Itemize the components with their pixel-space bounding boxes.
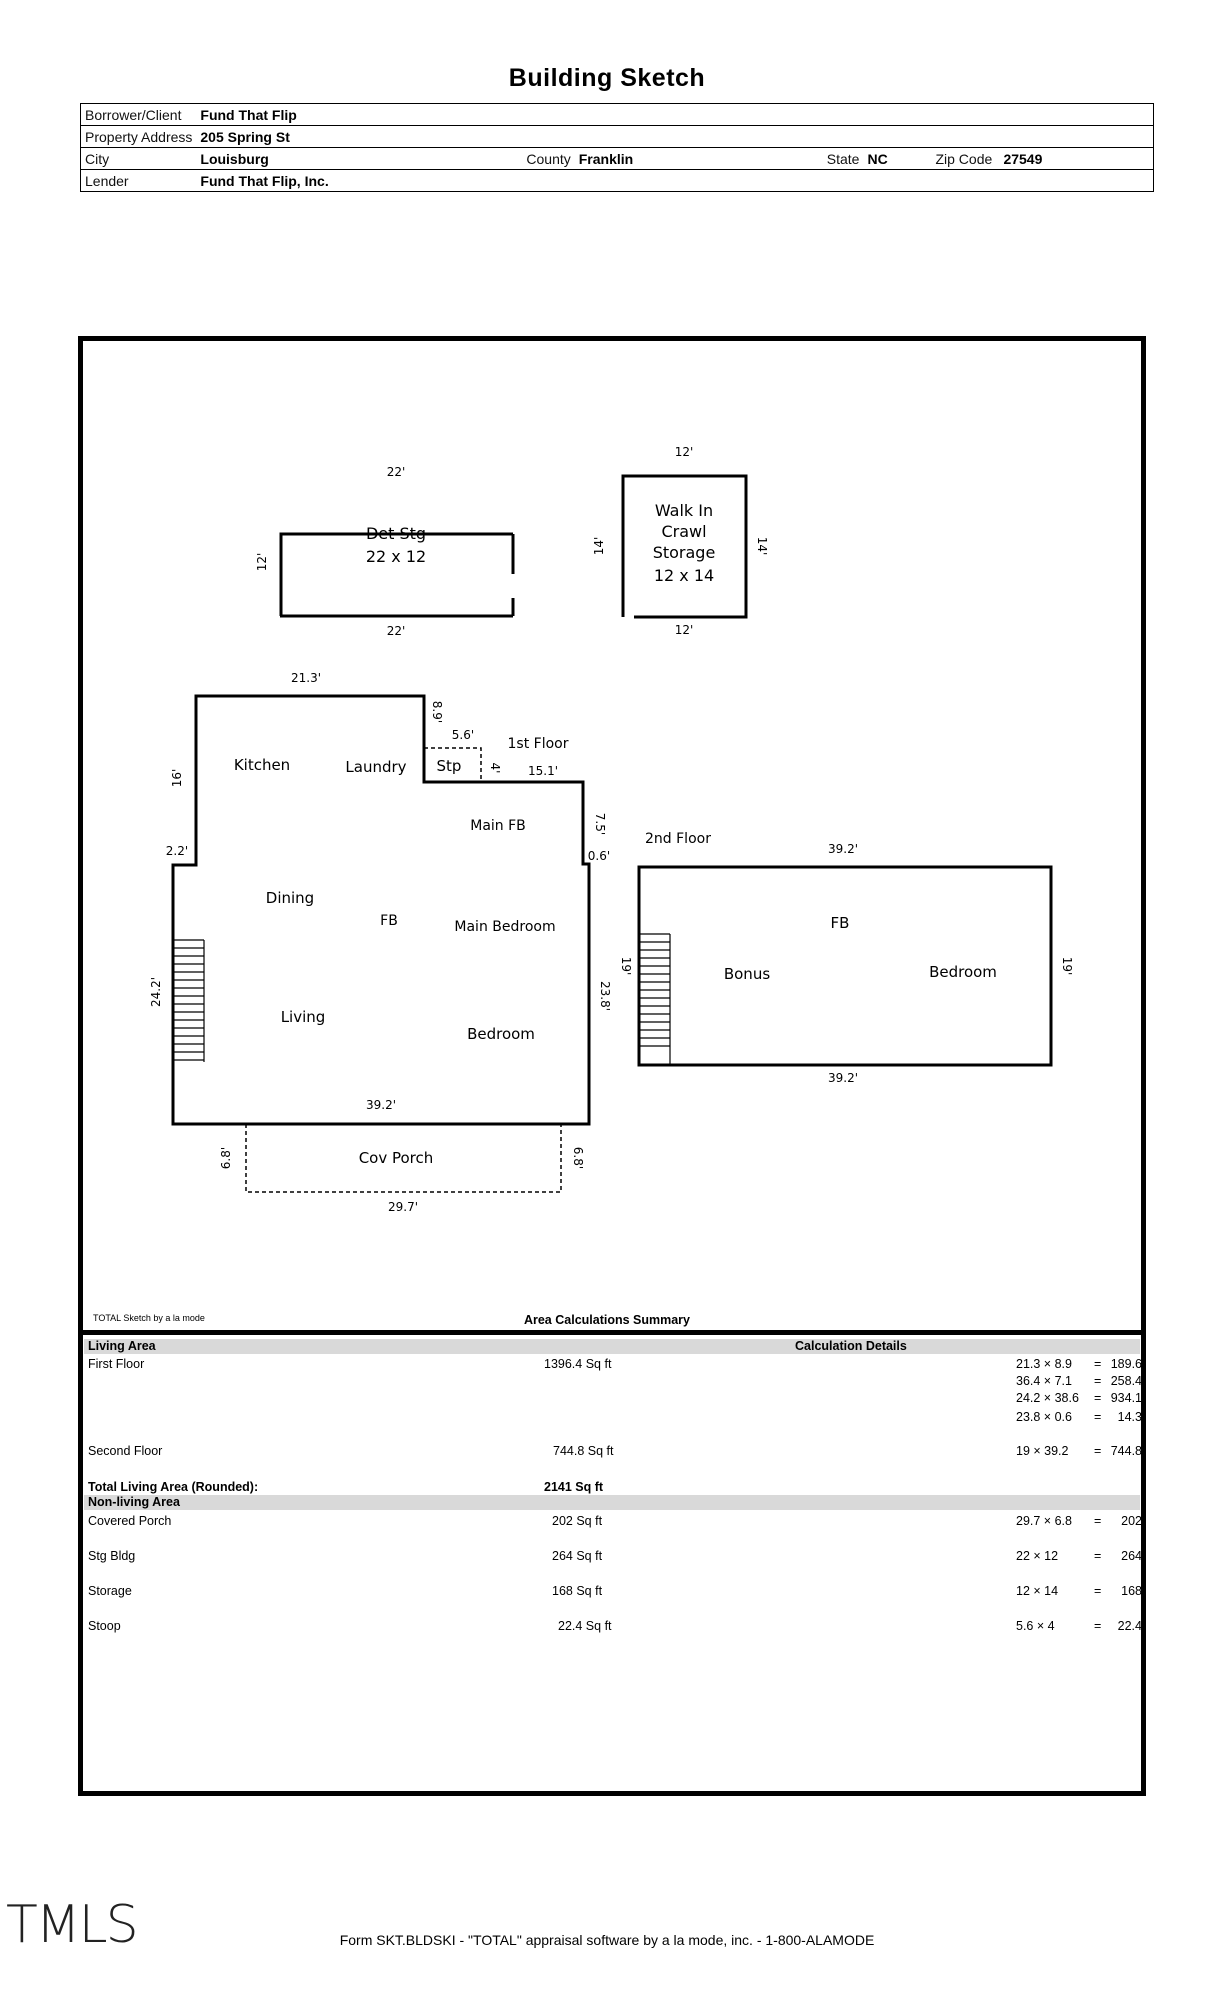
first-d242: 24.2' (149, 976, 163, 1008)
nonliving-header: Non-living Area (88, 1495, 180, 1509)
walkin-bottom-dim: 12' (674, 623, 694, 637)
address-label: Property Address (81, 126, 197, 148)
sketch-credit: TOTAL Sketch by a la mode (93, 1313, 205, 1323)
address-value: 205 Spring St (196, 126, 1153, 148)
city-row (81, 148, 1154, 170)
first-d56: 5.6' (451, 728, 475, 742)
second-floor-label: Second Floor (88, 1444, 163, 1458)
dining-label: Dining (265, 889, 315, 907)
floor-plan-sketch (78, 336, 1146, 1336)
stp-label: Stp (436, 757, 462, 775)
calc-eq: = (1094, 1444, 1102, 1458)
kitchen-label: Kitchen (233, 756, 291, 774)
living-area-band (84, 1339, 1140, 1354)
calc-eq: = (1094, 1391, 1102, 1405)
calc-res: 934.1 (1110, 1391, 1142, 1405)
calc-expr: 19 × 39.2 (1016, 1444, 1069, 1458)
det-stg-top-dim: 22' (386, 465, 406, 479)
first-floor-label: 1st Floor (507, 736, 569, 752)
total-living-value: 2141 Sq ft (544, 1480, 604, 1494)
laundry-label: Laundry (345, 758, 407, 776)
first-floor-value: 1396.4 Sq ft (544, 1357, 612, 1371)
calc-res: 258.4 (1110, 1374, 1142, 1388)
calc-res: 744.8 (1110, 1444, 1142, 1458)
calc-eq: = (1094, 1619, 1102, 1633)
calc-eq: = (1094, 1514, 1102, 1528)
first-d68r: 6.8' (571, 1146, 585, 1170)
header-table (80, 103, 1154, 192)
second-floor-label: 2nd Floor (645, 831, 711, 847)
second-left-dim: 19' (619, 956, 633, 976)
lender-value: Fund That Flip, Inc. (200, 172, 329, 189)
calc-expr: 24.2 × 38.6 (1016, 1391, 1079, 1405)
calc-eq: = (1094, 1410, 1102, 1424)
county-value: Franklin (575, 148, 823, 170)
walkin-dims: 12 x 14 (653, 566, 715, 585)
nonliving-value: 22.4 Sq ft (558, 1619, 612, 1633)
calc-expr: 12 × 14 (1016, 1584, 1059, 1598)
living-area-header: Living Area (88, 1339, 156, 1353)
cov-porch-label: Cov Porch (358, 1149, 434, 1167)
state-value: NC (863, 148, 931, 170)
second-floor-value: 744.8 Sq ft (553, 1444, 614, 1458)
calc-res: 14.3 (1117, 1410, 1142, 1424)
first-d16: 16' (170, 768, 184, 788)
first-d238: 23.8' (598, 980, 612, 1012)
nonliving-value: 168 Sq ft (552, 1584, 603, 1598)
calc-details-header: Calculation Details (795, 1339, 907, 1353)
first-d392: 39.2' (365, 1098, 397, 1112)
walkin-l1: Walk In (654, 501, 714, 520)
fb-label: FB (380, 913, 398, 929)
nonliving-value: 202 Sq ft (552, 1514, 603, 1528)
zip-value: 27549 (999, 148, 1153, 170)
state-label: State (823, 148, 864, 170)
det-stg-bottom-dim: 22' (386, 624, 406, 638)
main-fb-label: Main FB (470, 818, 526, 834)
total-living-label: Total Living Area (Rounded): (88, 1480, 259, 1494)
first-d06: 0.6' (587, 849, 611, 863)
first-d151: 15.1' (527, 764, 559, 778)
walkin-l3: Storage (652, 543, 716, 562)
det-stg-name: Det Stg (365, 524, 427, 543)
zip-label: Zip Code (931, 148, 999, 170)
city-value: Louisburg (196, 148, 522, 170)
walkin-l2: Crawl (661, 522, 707, 541)
stairs-second (640, 934, 670, 1064)
first-d75: 7.5' (593, 812, 607, 836)
nonliving-band (84, 1495, 1140, 1510)
calc-eq: = (1094, 1357, 1102, 1371)
tmls-logo: TMLS (6, 1895, 137, 1955)
calc-expr: 36.4 × 7.1 (1016, 1374, 1072, 1388)
calc-res: 264 (1121, 1549, 1142, 1563)
second-top-dim: 39.2' (827, 842, 859, 856)
second-right-dim: 19' (1060, 956, 1074, 976)
first-top-dim: 21.3' (290, 671, 322, 685)
bedroom-label: Bedroom (467, 1025, 535, 1043)
first-d22: 2.2' (165, 844, 189, 858)
calc-expr: 29.7 × 6.8 (1016, 1514, 1072, 1528)
calc-expr: 5.6 × 4 (1016, 1619, 1055, 1633)
stairs-first (174, 940, 204, 1062)
area-summary-title: Area Calculations Summary (523, 1313, 691, 1327)
nonliving-value: 264 Sq ft (552, 1549, 603, 1563)
calc-res: 168 (1121, 1584, 1142, 1598)
second-bedroom-label: Bedroom (929, 963, 997, 981)
walkin-top-dim: 12' (674, 445, 694, 459)
first-d89: 8.9' (430, 700, 444, 724)
det-stg-dims: 22 x 12 (365, 547, 427, 566)
second-fb-label: FB (830, 914, 850, 932)
nonliving-label: Stoop (88, 1619, 121, 1633)
second-bottom-dim: 39.2' (827, 1071, 859, 1085)
nonliving-label: Storage (88, 1584, 132, 1598)
calc-expr: 22 × 12 (1016, 1549, 1059, 1563)
city-label: City (81, 148, 197, 170)
nonliving-label: Stg Bldg (88, 1549, 136, 1563)
calc-res: 189.6 (1110, 1357, 1142, 1371)
lender-row (81, 170, 1154, 192)
first-d297: 29.7' (387, 1200, 419, 1214)
calc-eq: = (1094, 1374, 1102, 1388)
det-stg-side-dim: 12' (255, 552, 269, 572)
area-divider (78, 1330, 1146, 1335)
walkin-left-dim: 14' (592, 536, 606, 556)
living-label: Living (280, 1008, 326, 1026)
form-footer: Form SKT.BLDSKI - "TOTAL" appraisal software by a la mode, inc. - 1-800-ALAMODE (339, 1932, 875, 1948)
address-row (81, 126, 1154, 148)
borrower-value: Fund That Flip (196, 104, 1153, 126)
first-d4: 4' (488, 762, 502, 774)
lender-label: Lender (85, 172, 129, 189)
calc-expr: 21.3 × 8.9 (1016, 1357, 1072, 1371)
calc-res: 22.4 (1117, 1619, 1142, 1633)
borrower-label: Borrower/Client (81, 104, 197, 126)
first-d68l: 6.8' (219, 1146, 233, 1170)
calc-eq: = (1094, 1549, 1102, 1563)
calc-res: 202 (1121, 1514, 1142, 1528)
bonus-label: Bonus (723, 965, 771, 983)
calc-eq: = (1094, 1584, 1102, 1598)
calc-expr: 23.8 × 0.6 (1016, 1410, 1072, 1424)
first-floor-label: First Floor (88, 1357, 145, 1371)
page-title: Building Sketch (508, 64, 706, 92)
main-bedroom-label: Main Bedroom (454, 919, 556, 935)
county-label: County (522, 148, 574, 170)
walkin-right-dim: 14' (755, 536, 769, 556)
nonliving-label: Covered Porch (88, 1514, 172, 1528)
borrower-row (81, 104, 1154, 126)
